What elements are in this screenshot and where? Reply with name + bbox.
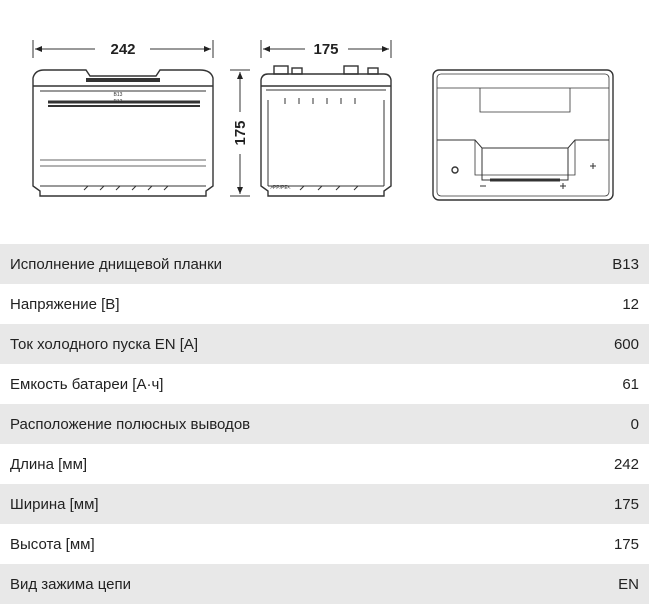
spec-value: EN bbox=[618, 575, 639, 593]
spec-row bbox=[0, 564, 649, 604]
side-width-label: 175 bbox=[313, 41, 339, 58]
spec-value: B13 bbox=[612, 255, 639, 273]
spec-row bbox=[0, 244, 649, 284]
spec-value: 61 bbox=[622, 375, 639, 393]
spec-label: Расположение полюсных выводов bbox=[10, 415, 251, 433]
spec-row bbox=[0, 444, 649, 484]
side-view bbox=[230, 40, 391, 196]
spec-label: Длина [мм] bbox=[10, 455, 88, 473]
spec-row bbox=[0, 524, 649, 564]
spec-label: Ширина [мм] bbox=[10, 495, 99, 513]
spec-label: Высота [мм] bbox=[10, 535, 95, 553]
spec-table bbox=[0, 244, 649, 604]
spec-value: 12 bbox=[622, 295, 639, 313]
spec-value: 242 bbox=[613, 455, 639, 473]
spec-value: 175 bbox=[613, 495, 639, 513]
spec-row bbox=[0, 324, 649, 364]
front-mark-1: B13 bbox=[113, 92, 123, 98]
side-material-mark: >PP/PE< bbox=[270, 185, 291, 191]
front-mark-2: B13 bbox=[113, 99, 123, 105]
spec-value: 0 bbox=[630, 415, 639, 433]
spec-label: Ток холодного пуска EN [A] bbox=[10, 335, 199, 353]
top-view bbox=[433, 70, 613, 200]
front-width-label: 242 bbox=[110, 41, 136, 58]
spec-label: Вид зажима цепи bbox=[10, 575, 132, 593]
height-label: 175 bbox=[232, 120, 249, 146]
spec-label: Напряжение [В] bbox=[10, 295, 120, 313]
spec-row bbox=[0, 484, 649, 524]
spec-row bbox=[0, 364, 649, 404]
spec-row bbox=[0, 404, 649, 444]
spec-value: 600 bbox=[613, 335, 639, 353]
spec-row bbox=[0, 284, 649, 324]
spec-label: Емкость батареи [А·ч] bbox=[10, 375, 164, 393]
spec-value: 175 bbox=[613, 535, 639, 553]
spec-label: Исполнение днищевой планки bbox=[10, 255, 223, 273]
battery-dimension-drawing bbox=[0, 0, 649, 240]
front-view bbox=[33, 40, 213, 196]
